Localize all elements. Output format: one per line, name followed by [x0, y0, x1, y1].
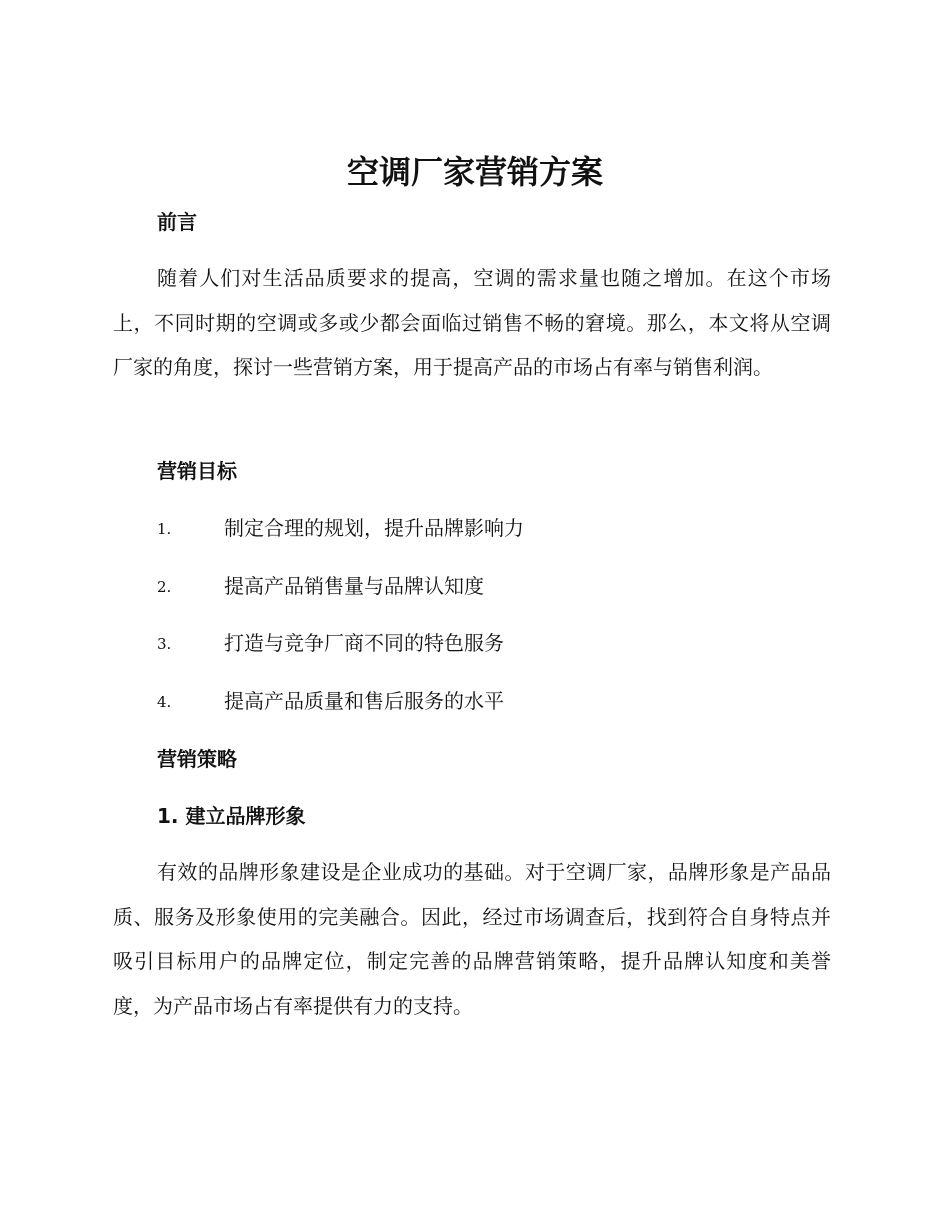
list-item-number: 3.	[157, 635, 172, 653]
list-item-text: 提高产品销售量与品牌认知度	[224, 573, 484, 598]
list-item	[157, 512, 807, 570]
goals-list	[157, 512, 807, 742]
list-item	[157, 627, 807, 685]
list-item	[157, 685, 807, 743]
list-item-number: 4.	[157, 692, 172, 711]
preface-paragraph: 随着人们对生活品质要求的提高，空调的需求量也随之增加。在这个市场上，不同时期的空调或多或少都会面临过销售不畅的窘境。那么，本文将从空调厂家的角度，探讨一些营销方案，用于提高产品的市场占有率与销售利润。	[113, 266, 831, 379]
list-item-text: 制定合理的规划，提升品牌影响力	[224, 516, 524, 540]
goals-heading: 营销目标	[157, 459, 237, 483]
strategy-sub-heading: 1. 建立品牌形象	[157, 804, 306, 828]
strategy-paragraph: 有效的品牌形象建设是企业成功的基础。对于空调厂家，品牌形象是产品品质、服务及形象使用的完美融合。因此，经过市场调查后，找到符合自身特点并吸引目标用户的品牌定位，制定完善的品牌营销策略，提升品牌认知度和美誉度，为产品市场占有率提供有力的支持。	[113, 860, 831, 1018]
document-title: 空调厂家营销方案	[346, 153, 603, 191]
preface-heading: 前言	[157, 210, 197, 234]
list-item-number: 1.	[157, 520, 172, 538]
list-item-number: 2.	[157, 577, 172, 596]
list-item-text: 打造与竞争厂商不同的特色服务	[224, 631, 504, 655]
strategy-heading: 营销策略	[157, 747, 237, 771]
list-item	[157, 570, 807, 628]
list-item-text: 提高产品质量和售后服务的水平	[224, 688, 504, 713]
